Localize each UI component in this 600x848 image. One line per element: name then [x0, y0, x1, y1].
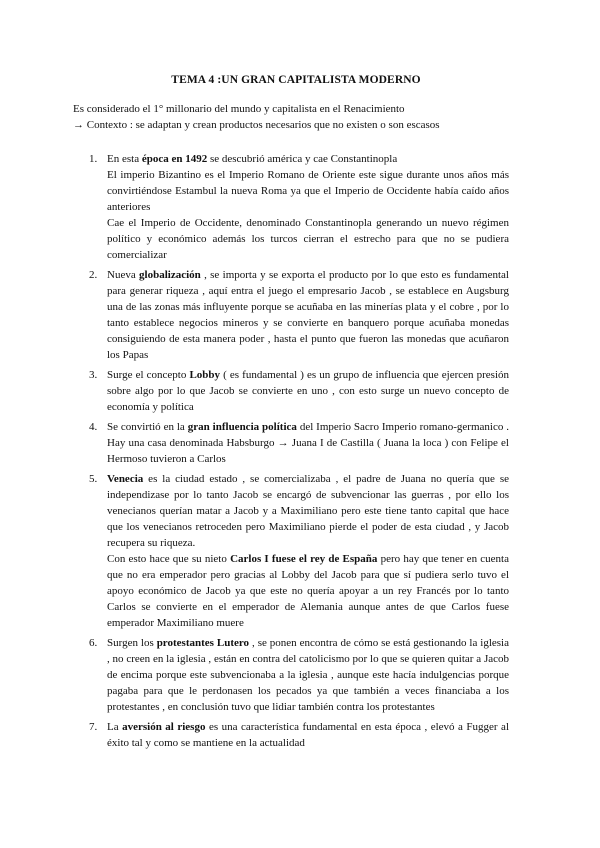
list-item [73, 367, 509, 415]
list-item-paragraph [107, 719, 509, 751]
document-title: TEMA 4 :UN GRAN CAPITALISTA MODERNO [171, 74, 421, 86]
list-item-paragraph [107, 267, 509, 363]
bold-text: protestantes Lutero [156, 637, 250, 649]
text-run: Surgen los [107, 637, 157, 649]
list-item [73, 635, 509, 715]
list-item [73, 151, 509, 263]
list-item [73, 719, 509, 751]
list-item-paragraph [107, 635, 509, 715]
list-item-paragraph [107, 471, 509, 551]
intro-line-1: Es considerado el 1° millonario del mundo y capitalista en el Renacimiento [73, 103, 405, 115]
text-run: , se importa y se exporta el producto por lo que esto es fundamental para generar riqueza , aquí entra el juego el empresario Jacob , se establece en Augsburg una de las zonas más influyente porque se acuñaba en las minerías plata y el cobre , por lo tanto establece negocios mineros y se convierte en banquero porque acuñaba monedas consiguiendo de esta manera poder , hasta el punto que fueron las monedas que acuñaron los Papas [107, 269, 509, 361]
list-item-number: 7. [89, 721, 98, 733]
list-item-number: 2. [89, 269, 98, 281]
bold-text: Lobby [189, 369, 221, 381]
list-item-number: 1. [89, 153, 98, 165]
bold-text: globalización [139, 269, 201, 281]
bold-text: Carlos I fuese el rey de España [230, 553, 378, 565]
text-run: es una característica fundamental en esta época , elevó a Fugger al éxito tal y como se mantiene en la actualidad [107, 721, 509, 749]
list-item-number: 6. [89, 637, 98, 649]
list-item-paragraph [107, 419, 509, 467]
bold-text: aversión al riesgo [122, 721, 206, 733]
text-run: El imperio Bizantino es el Imperio Romano de Oriente este sigue durante unos años más convirtiéndose Estambul la nueva Roma ya que el Imperio de Occidente había caído años anteriores [107, 169, 509, 213]
list-item-number: 5. [89, 473, 98, 485]
text-run: es la ciudad estado , se comercializaba , el padre de Juana no quería que se independizase por lo tanto Jacob se encargó de subvencionar las guerras , por ello los venecianos querían matar a Jacob y a Maximiliano pero este tiene tanto capital que hace que los venecianos retroceden pero Maximiliano pierde el poder de esta ciudad , y Jacob recupera su riqueza. [107, 473, 509, 549]
list-item-paragraph [107, 151, 509, 167]
text-run: Nueva [107, 269, 140, 281]
list-item [73, 267, 509, 363]
text-run: En esta [107, 153, 142, 165]
list-item-number: 3. [89, 369, 98, 381]
bold-text: época en 1492 [141, 153, 208, 165]
list-item [73, 419, 509, 467]
text-run: Surge el concepto [107, 369, 190, 381]
text-run: Con esto hace que su nieto [107, 553, 231, 565]
intro [73, 101, 509, 133]
list-item-paragraph [107, 367, 509, 415]
text-run: Se convirtió en la [107, 421, 188, 433]
text-run: pero hay que tener en cuenta que no era emperador pero gracias al Lobby del Jacob para que sí pudiera serlo tuvo el apoyo económico de Jacob ya que este no quería apoyar a un rey Francés por lo tanto Carlos se convierte en el emperador de Alemania aunque antes de que Carlos fuese emperador Maximiliano muere [107, 553, 509, 629]
text-run: , se ponen encontra de cómo se está gestionando la iglesia , no creen en la iglesia , están en contra del catolicismo por lo que se quieren quitar a Jacob de encima porque este subvencionaba a la iglesia , aunque este hacía indulgencias porque pagaba para que le perdonasen los pecados ya que también a veces financiaba a los protestantes , en conclusión tuvo que lidiar también contra los protestantes [107, 637, 509, 713]
text-run: se descubrió américa y cae Constantinopla [207, 153, 398, 165]
text-run: Cae el Imperio de Occidente, denominado Constantinopla generando un nuevo régimen político y económico además los turcos cierran el estrecho para que no se pudiera comercializar [107, 217, 509, 261]
list-item-paragraph [107, 215, 509, 263]
list-item-paragraph [107, 167, 509, 215]
text-run: ( es fundamental ) es un grupo de influencia que ejercen presión sobre algo por lo que Jacob se convierte en uno , con esto surge un nuevo concepto de economía y política [107, 369, 509, 413]
intro-line-2: → Contexto : se adaptan y crean productos necesarios que no existen o son escasos [73, 119, 440, 131]
numbered-list [73, 151, 509, 751]
text-run: del Imperio Sacro Imperio romano-germanico . Hay una casa denominada Habsburgo → Juana I de Castilla ( Juana la loca ) con Felipe el Hermoso tuvieron a Carlos [107, 421, 510, 465]
text-run: La [107, 721, 123, 733]
list-item-number: 4. [89, 421, 98, 433]
list-item-paragraph [107, 551, 509, 631]
bold-text: Venecia [107, 473, 144, 485]
bold-text: gran influencia política [187, 421, 297, 433]
list-item [73, 471, 509, 631]
